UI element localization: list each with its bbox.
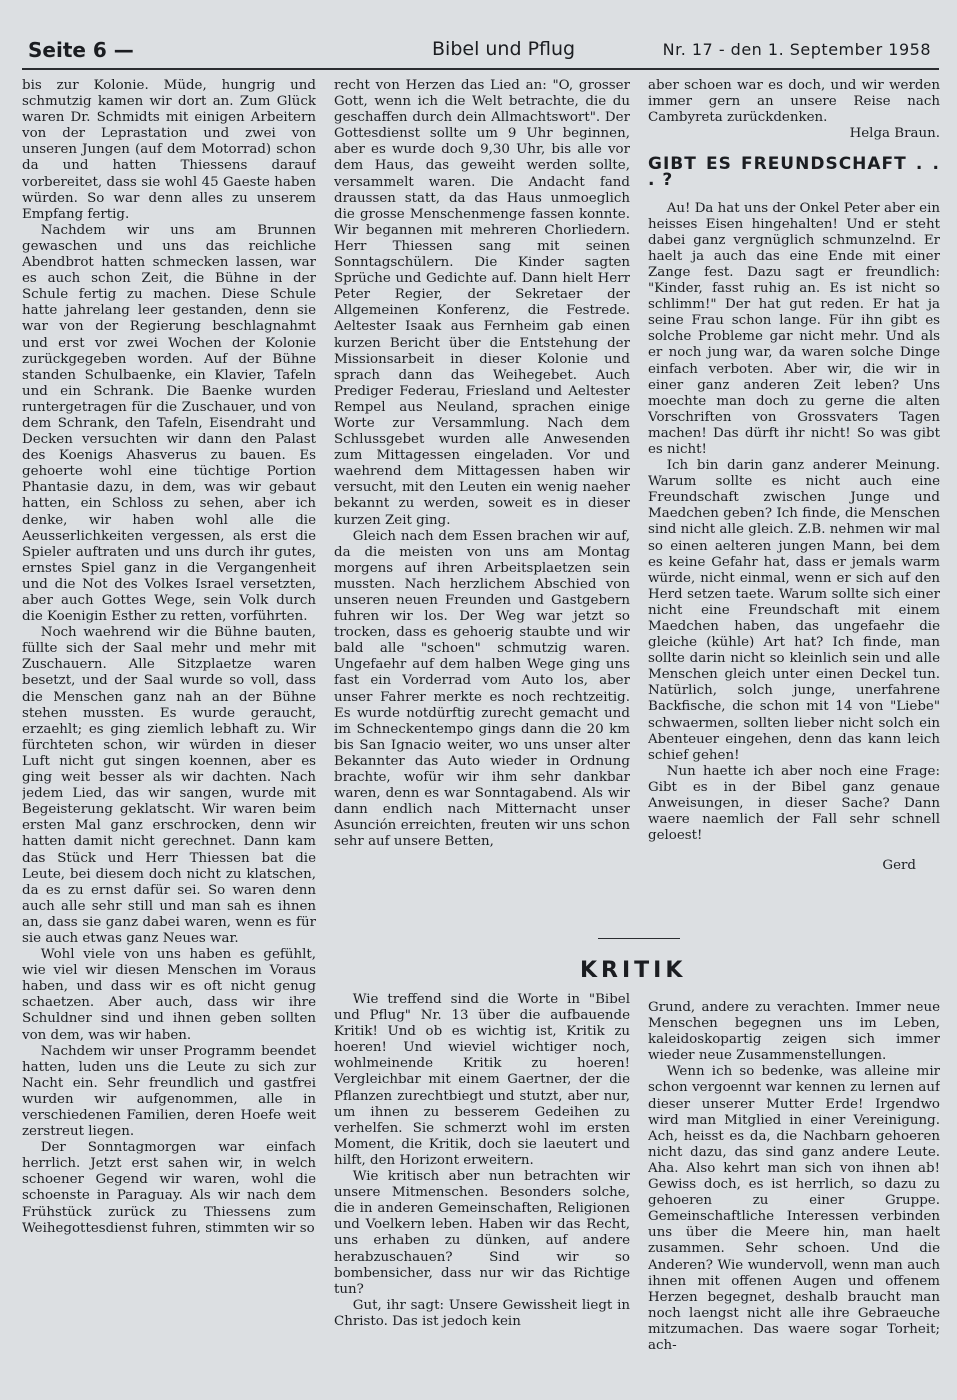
paragraph: Au! Da hat uns der Onkel Peter aber ein heisses Eisen hingehalten! Und er steht dabei ganz vergnüglich schmunzelnd. Er haelt ja auch das eine Ende mit einer Zange fest. Dazu sagt er freundlich: "Kinder, fasst ruhig an. Es ist nicht so schlimm!" Der hat gut reden. Er hat ja seine Frau schon lange. Für ihn gibt es solche Probleme gar nicht mehr. Und als er noch jung war, da waren solche Dinge einfach verboten. Aber wir, die wir in einer ganz anderen Zeit leben? Uns moechte man doch zu gerne die alten Vorschriften von Grossvaters Tagen machen! Das dürft ihr nicht! So was gibt es nicht! bbox=[648, 200, 940, 457]
page-header bbox=[22, 34, 939, 70]
article-heading: GIBT ES FREUNDSCHAFT . . . ? bbox=[648, 154, 940, 191]
publication-title: Bibel und Pflug bbox=[432, 38, 576, 60]
paragraph: Der Sonntagmorgen war einfach herrlich. Jetzt erst sahen wir, in welch schoener Gegend wir waren, wohl die schoenste in Paraguay. Als wir nach dem Frühstück zurück zu Thiessens zum Weihegottesdienst fuhren, stimmten wir so bbox=[22, 1140, 316, 1236]
author-signature: Helga Braun. bbox=[849, 126, 940, 142]
paragraph: Nachdem wir unser Programm beendet hatten, luden uns die Leute zu sich zur Nacht ein. Sehr freundlich und gastfrei wurden wir aufgenommen, alle in verschiedenen Familien, deren Hoefe weit zerstreut liegen. bbox=[22, 1043, 316, 1140]
author-signature: Gerd bbox=[882, 858, 916, 874]
paragraph: Gleich nach dem Essen brachen wir auf, da die meisten von uns am Montag morgens auf ihren Arbeitsplaetzen sein mussten. Nach herzlichem Abschied von unseren neuen Freunden und Gastgebern fuhren wir los. Der Weg war jetzt so trocken, dass es gehoerig staubte und wir bald alle "schoen" schmutzig waren. Ungefaehr auf dem halben Wege ging uns fast ein Vorderrad vom Auto los, aber unser Fahrer merkte es noch rechtzeitig. Es wurde notdürftig zurecht gemacht und im Schneckentempo gings dann die 20 km bis San Ignacio weiter, wo uns unser alter Bekannter das Auto wieder in Ordnung brachte, wofür wir ihm sehr dankbar waren, denn es war Sonntagabend. Als wir dann endlich nach Mitternacht unser Asunción erreichten, freuten wir uns schon sehr auf unsere Betten, bbox=[334, 528, 630, 850]
paragraph: Ich bin darin ganz anderer Meinung. Warum sollte es nicht auch eine Freundschaft zwischen Junge und Maedchen geben? Ich finde, die Menschen sind nicht alle gleich. Z.B. nehmen wir mal so einen aelteren jungen Mann, bei dem es keine Gefahr hat, dass er jemals warm würde, nicht einmal, wenn er sich auf den Herd setzen taete. Warum sollte sich einer nicht eine Freundschaft mit einem Maedchen haben, das ungefaehr die gleiche (kühle) Art hat? Ich finde, man sollte darin nicht so kleinlich sein und alle Menschen gleich unter einen Deckel tun. Natürlich, solch junge, unerfahrene Backfische, die schon mit 14 von "Liebe" schwaermen, sollten lieber nicht solch ein Abenteuer eingehen, denn das kann leich schief gehen! bbox=[648, 458, 940, 763]
paragraph: recht von Herzen das Lied an: "O, grosser Gott, wenn ich die Welt betrachte, die du geschaffen durch dein Allmachtswort". Der Gottesdienst sollte um 9 Uhr beginnen, aber es wurde doch 9,30 Uhr, bis alle vor dem Haus, das geweiht werden sollte, versammelt waren. Die Andacht fand draussen statt, da das Haus unmoeglich die grosse Menschenmenge fassen konnte. Wir begannen mit mehreren Chorliedern. Herr Thiessen sang mit seinen Sonntagschülern. Die Kinder sagten Sprüche und Gedichte auf. Dann hielt Herr Peter Regier, der Sekretaer der Allgemeinen Konferenz, die Festrede. Aeltester Isaak aus Fernheim gab einen kurzen Bericht über die Entstehung der Missionsarbeit in dieser Kolonie und sprach dann das Weihegebet. Auch Prediger Federau, Friesland und Aeltester Rempel aus Neuland, sprachen einige Worte zur Versammlung. Nach dem Schlussgebet wurden alle Anwesenden zum Mittagessen eingeladen. Vor und waehrend dem Mittagessen haben wir versucht, mit den Leuten ein wenig naeher bekannt zu werden, soweit es in dieser kurzen Zeit ging. bbox=[334, 78, 630, 528]
paragraph: Wohl viele von uns haben es gefühlt, wie viel wir diesen Menschen im Voraus haben, und dass wir es oft nicht genug schaetzen. Aber auch, dass wir ihre Schuldner sind und ihnen geben sollten von dem, was wir haben. bbox=[22, 947, 316, 1043]
issue-date: Nr. 17 - den 1. September 1958 bbox=[662, 40, 931, 59]
paragraph: Nachdem wir uns am Brunnen gewaschen und uns das reichliche Abendbrot hatten schmecken lassen, war es auch schon Zeit, die Bühne in der Schule fertig zu machen. Diese Schule hatte jahrelang leer gestanden, denn sie war von der Regierung beschlagnahmt und erst vor zwei Wochen der Kolonie zurückgegeben worden. Auf der Bühne standen Schulbaenke, ein Klavier, Tafeln und ein Schrank. Die Baenke wurden runtergetragen für die Zuschauer, und von dem Schrank, den Tafeln, Eisendraht und Decken versuchten wir dann den Palast des Koenigs Ahasverus zu bauen. Es gehoerte wohl eine tüchtige Portion Phantasie dazu, in dem, was wir gebaut hatten, ein Schloss zu sehen, aber ich denke, wir haben wohl alle die Aeusserlichkeiten vergessen, als erst die Spieler auftraten und uns durch ihr gutes, ernstes Spiel ganz in die Vergangenheit und die Not des Volkes Israel versetzten, aber auch Gottes Wege, sein Volk durch die Koenigin Esther zu retten, vorführten. bbox=[22, 222, 316, 625]
article-column-3 bbox=[648, 78, 940, 928]
paragraph: Wie kritisch aber nun betrachten wir unsere Mitmenschen. Besonders solche, die in anderen Gemeinschaften, Religionen und Voelkern leben. Haben wir das Recht, uns erhaben zu dünken, auf andere herabzuschauen? Sind wir so bombensicher, dass nur wir das Richtige tun? bbox=[334, 1169, 630, 1297]
paragraph: Grund, andere zu verachten. Immer neue Menschen begegnen uns im Leben, kaleidoskopartig zeigen sich immer wieder neue Zusammenstellungen. bbox=[648, 1000, 940, 1064]
page-number: Seite 6 — bbox=[28, 38, 134, 62]
paragraph: Gut, ihr sagt: Unsere Gewissheit liegt in Christo. Das ist jedoch kein bbox=[334, 1297, 630, 1329]
article-column-1 bbox=[22, 78, 316, 1378]
article-column-2 bbox=[334, 78, 630, 934]
section-heading-kritik: KRITIK bbox=[580, 958, 687, 983]
section-divider bbox=[598, 938, 680, 939]
paragraph: aber schoen war es doch, und wir werden immer gern an unsere Reise nach Cambyreta zurückdenken. bbox=[648, 78, 940, 126]
paragraph: bis zur Kolonie. Müde, hungrig und schmutzig kamen wir dort an. Zum Glück waren Dr. Schmidts mit einigen Arbeitern von der Leprastation und zwei von unseren Jungen (auf dem Motorrad) schon da und hatten Thiessens darauf vorbereitet, dass sie wohl 45 Gaeste haben würden. So war denn alles zu unserem Empfang fertig. bbox=[22, 78, 316, 222]
paragraph: Noch waehrend wir die Bühne bauten, füllte sich der Saal mehr und mehr mit Zuschauern. Alle Sitzplaetze waren besetzt, und der Saal wurde so voll, dass die Menschen ganz nah an der Bühne stehen mussten. Es wurde geraucht, erzaehlt; es ging ziemlich lebhaft zu. Wir fürchteten schon, wir würden in dieser Luft nicht gut singen koennen, aber es ging weit besser als wir dachten. Nach jedem Lied, das wir sangen, wurde mit Begeisterung geklatscht. Wir waren beim ersten Mal ganz erschrocken, denn wir hatten damit nicht gerechnet. Dann kam das Stück und Herr Thiessen bat die Leute, bei diesem doch nicht zu klatschen, da es zu ernst dafür sei. So waren denn auch alle sehr still und man sah es ihnen an, dass sie ganz dabei waren, wenn es für sie auch etwas ganz Neues war. bbox=[22, 625, 316, 946]
paragraph: Nun haette ich aber noch eine Frage: Gibt es in der Bibel ganz genaue Anweisungen, in dieser Sache? Dann waere naemlich der Fall sehr schnell geloest! bbox=[648, 763, 940, 844]
paragraph: Wie treffend sind die Worte in "Bibel und Pflug" Nr. 13 über die aufbauende Kritik! Und ob es wichtig ist, Kritik zu hoeren! Und wieviel wichtiger noch, wohlmeinende Kritik zu hoeren! Vergleichbar mit einem Gaertner, der die Pflanzen zurechtbiegt und stutzt, aber nur, um ihnen zu besserem Gedeihen zu verhelfen. Sie schmerzt wohl im ersten Moment, die Kritik, doch sie laeutert und hilft, den Horizont erweitern. bbox=[334, 992, 630, 1168]
kritik-column-2 bbox=[334, 992, 630, 1376]
paragraph: Wenn ich so bedenke, was alleine mir schon vergoennt war kennen zu lernen auf dieser unserer Mutter Erde! Irgendwo wird man Mitglied in einer Vereinigung. Ach, heisst es da, die Nachbarn gehoeren nicht dazu, das sind ganz andere Leute. Aha. Also kehrt man sich von ihnen ab! Gewiss doch, es ist herrlich, so dazu zu gehoeren zu einer Gruppe. Gemeinschaftliche Interessen verbinden uns über die Meere hin, man haelt zusammen. Sehr schoen. Und die Anderen? Wie wundervoll, wenn man auch ihnen mit offenen Augen und offenem Herzen begegnet, deshalb braucht man noch laengst nicht alle ihre Gebraeuche mitzumachen. Das waere sogar Torheit; ach- bbox=[648, 1064, 940, 1353]
kritik-column-3 bbox=[648, 1000, 940, 1376]
